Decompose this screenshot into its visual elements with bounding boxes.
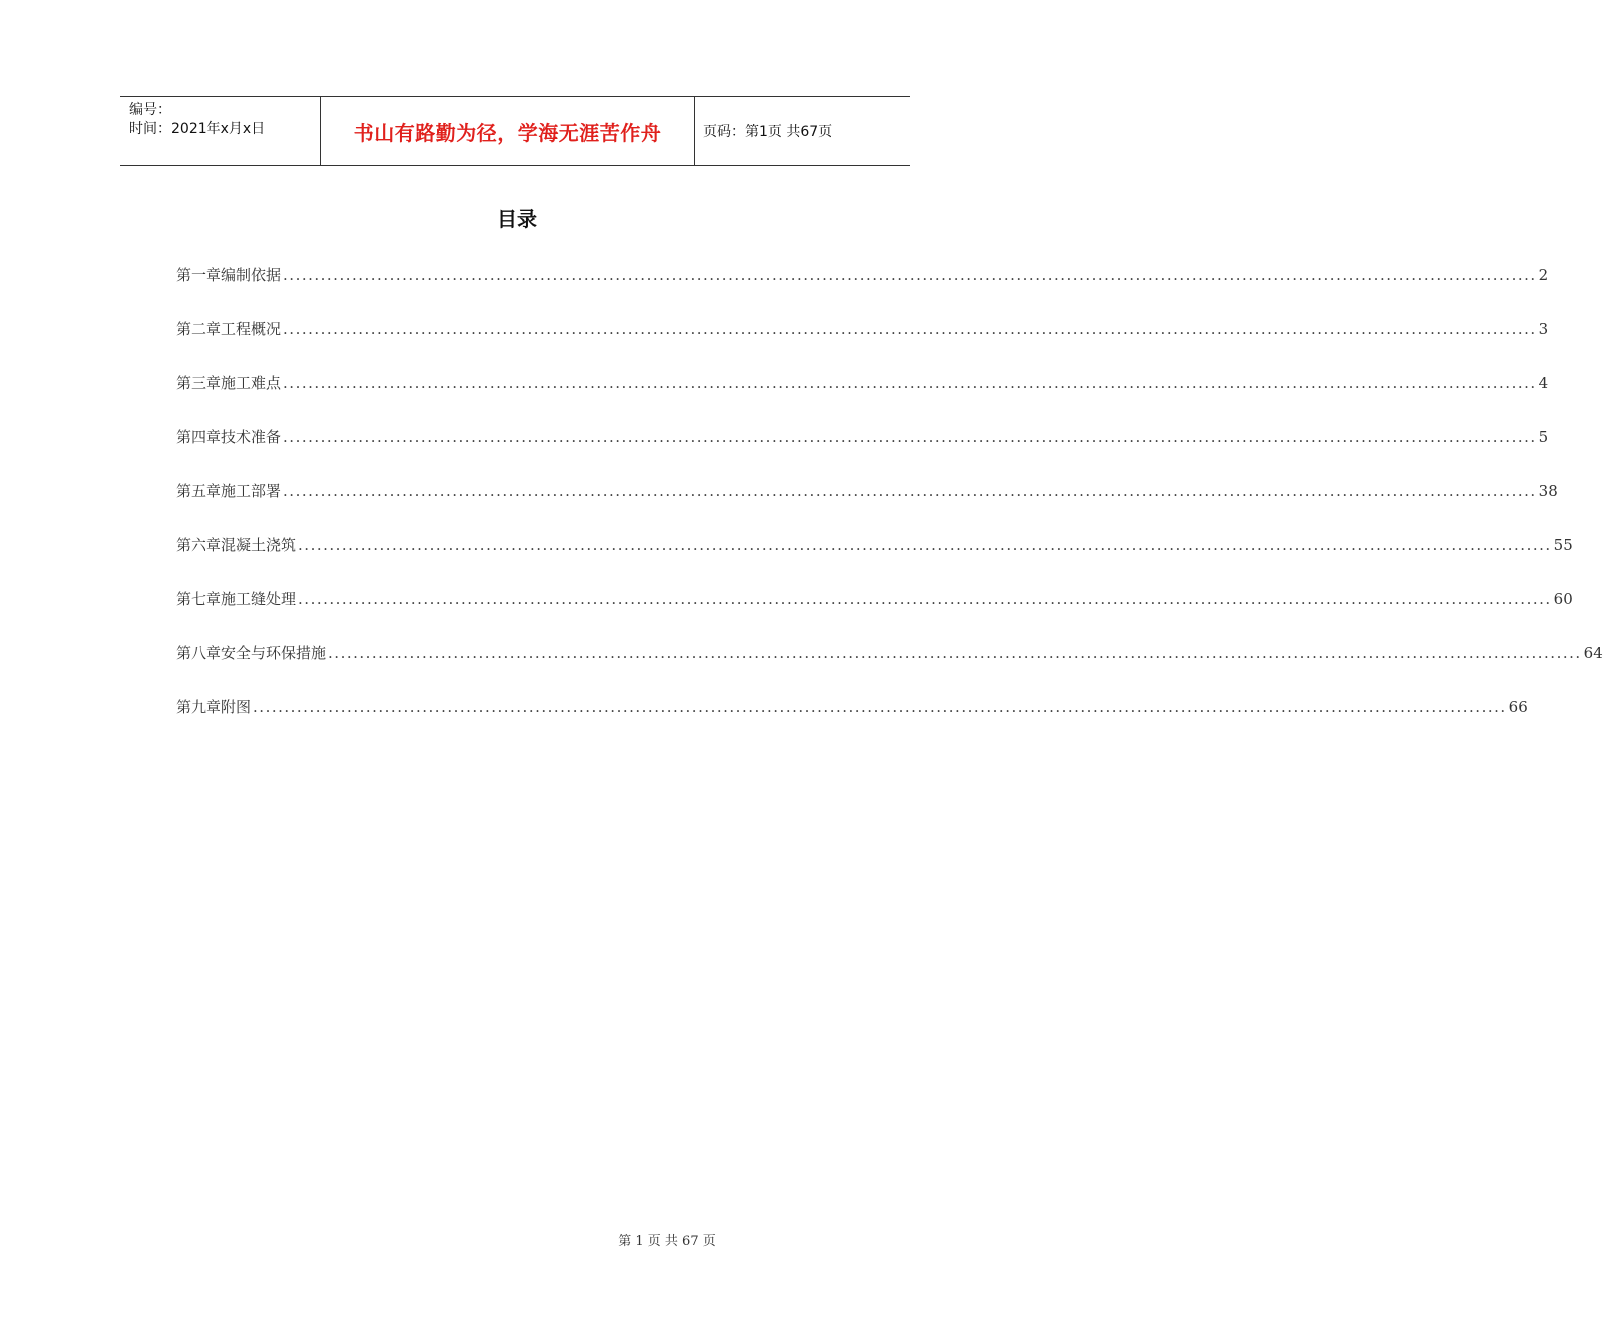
toc-page-number: 5 — [1538, 428, 1549, 446]
toc-entry[interactable] — [176, 372, 1549, 426]
toc-chapter-number: 第九章 — [176, 698, 222, 716]
toc-entry[interactable] — [176, 534, 1573, 588]
toc-leader-dots: ........................................................................................................................................................................................................ — [298, 536, 1552, 554]
toc-chapter-title: 施工难点 — [221, 374, 282, 392]
toc-page-number: 4 — [1538, 374, 1549, 392]
toc-chapter-number: 第四章 — [176, 428, 222, 446]
toc-chapter-number: 第七章 — [176, 590, 222, 608]
header-meta-cell — [120, 97, 321, 165]
toc-entry[interactable] — [176, 480, 1558, 534]
toc-leader-dots: ........................................................................................................................................................................................................ — [283, 320, 1537, 338]
toc-leader-dots: ........................................................................................................................................................................................................ — [283, 482, 1537, 500]
toc-chapter-title: 技术准备 — [221, 428, 282, 446]
toc-title: 目录 — [497, 207, 537, 231]
toc-chapter-number: 第一章 — [176, 266, 222, 284]
toc-chapter-number: 第二章 — [176, 320, 222, 338]
toc-leader-dots: ........................................................................................................................................................................................................ — [283, 428, 1537, 446]
document-header — [120, 96, 910, 166]
toc-chapter-number: 第六章 — [176, 536, 222, 554]
toc-entry[interactable] — [176, 426, 1549, 480]
toc-page-number: 66 — [1508, 698, 1528, 716]
table-of-contents — [176, 264, 1603, 750]
toc-chapter-number: 第五章 — [176, 482, 222, 500]
toc-chapter-title: 附图 — [221, 698, 252, 716]
header-motto: 书山有路勤为径，学海无涯苦作舟 — [321, 97, 695, 165]
toc-page-number: 3 — [1538, 320, 1549, 338]
page-footer: 第 1 页 共 67 页 — [618, 1234, 716, 1249]
toc-entry[interactable] — [176, 696, 1528, 750]
toc-chapter-title: 工程概况 — [221, 320, 282, 338]
toc-leader-dots: ........................................................................................................................................................................................................ — [283, 374, 1537, 392]
toc-chapter-title: 安全与环保措施 — [221, 644, 327, 662]
toc-leader-dots: ........................................................................................................................................................................................................ — [328, 644, 1582, 662]
toc-entry[interactable] — [176, 588, 1573, 642]
toc-page-number: 60 — [1553, 590, 1573, 608]
toc-page-number: 2 — [1538, 266, 1549, 284]
toc-entry[interactable] — [176, 318, 1549, 372]
toc-chapter-title: 施工缝处理 — [221, 590, 297, 608]
toc-chapter-number: 第三章 — [176, 374, 222, 392]
toc-page-number: 64 — [1583, 644, 1603, 662]
toc-chapter-title: 编制依据 — [221, 266, 282, 284]
toc-entry[interactable] — [176, 642, 1603, 696]
toc-chapter-title: 施工部署 — [221, 482, 282, 500]
toc-leader-dots: ........................................................................................................................................................................................................ — [253, 698, 1507, 716]
toc-chapter-number: 第八章 — [176, 644, 222, 662]
toc-chapter-title: 混凝土浇筑 — [221, 536, 297, 554]
toc-page-number: 55 — [1553, 536, 1573, 554]
toc-page-number: 38 — [1538, 482, 1558, 500]
toc-leader-dots: ........................................................................................................................................................................................................ — [298, 590, 1552, 608]
document-time-label: 时间：2021年x月x日 — [129, 121, 266, 137]
toc-leader-dots: ........................................................................................................................................................................................................ — [283, 266, 1537, 284]
header-page-info: 页码：第1页 共67页 — [703, 124, 833, 140]
toc-entry[interactable] — [176, 264, 1549, 318]
document-number-label: 编号： — [129, 102, 171, 118]
